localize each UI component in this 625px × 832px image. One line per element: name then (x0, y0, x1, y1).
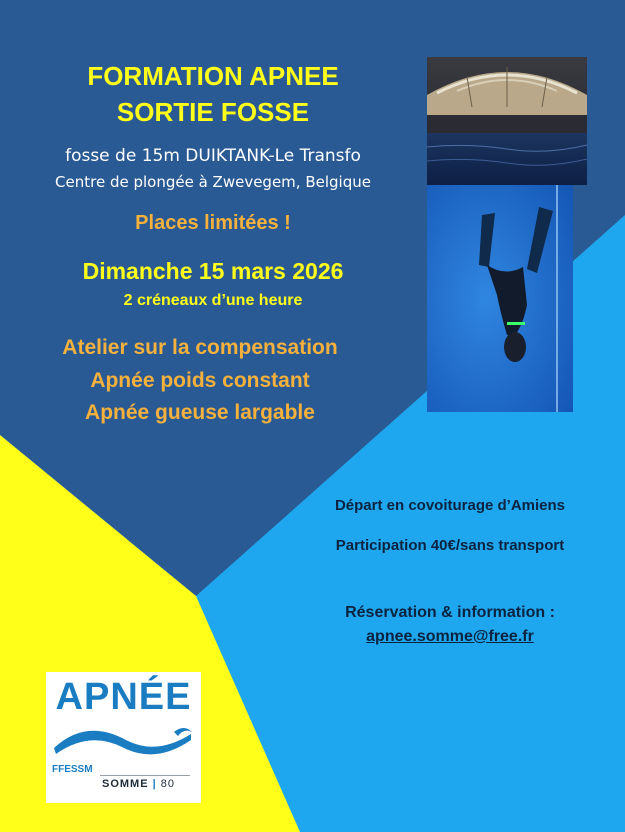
workshop-item: Apnée gueuse largable (85, 401, 315, 424)
logo-code: 80 (160, 778, 176, 790)
title-line-2: SORTIE FOSSE (116, 97, 310, 127)
workshop-item: Atelier sur la compensation (62, 336, 338, 359)
departure-info: Départ en covoiturage d’Amiens (334, 497, 566, 514)
venue-line-2: Centre de plongée à Zwevegem, Belgique (55, 173, 371, 191)
title-line-1: FORMATION APNEE (87, 61, 339, 91)
freediver-photo (427, 185, 573, 412)
time-slots: 2 créneaux d’une heure (123, 292, 303, 309)
logo-separator: | (152, 778, 157, 790)
logo-federation: FFESSM (52, 764, 93, 775)
places-limitees: Places limitées ! (135, 212, 291, 234)
event-date: Dimanche 15 mars 2026 (82, 258, 344, 284)
logo-region-row (102, 778, 175, 790)
logo-divider (100, 775, 190, 776)
wave-icon (46, 718, 201, 768)
pool-dome-photo (427, 57, 587, 185)
logo-title: APNÉE (55, 676, 192, 718)
booking-label: Réservation & information : (345, 604, 555, 621)
contact-email-link[interactable]: apnee.somme@free.fr (366, 628, 534, 645)
logo-region: SOMME (102, 778, 149, 790)
apnee-somme-logo (46, 672, 201, 803)
workshop-item: Apnée poids constant (90, 369, 310, 392)
venue-line-1: fosse de 15m DUIKTANK-Le Transfo (65, 146, 361, 166)
price-info: Participation 40€/sans transport (335, 537, 565, 554)
